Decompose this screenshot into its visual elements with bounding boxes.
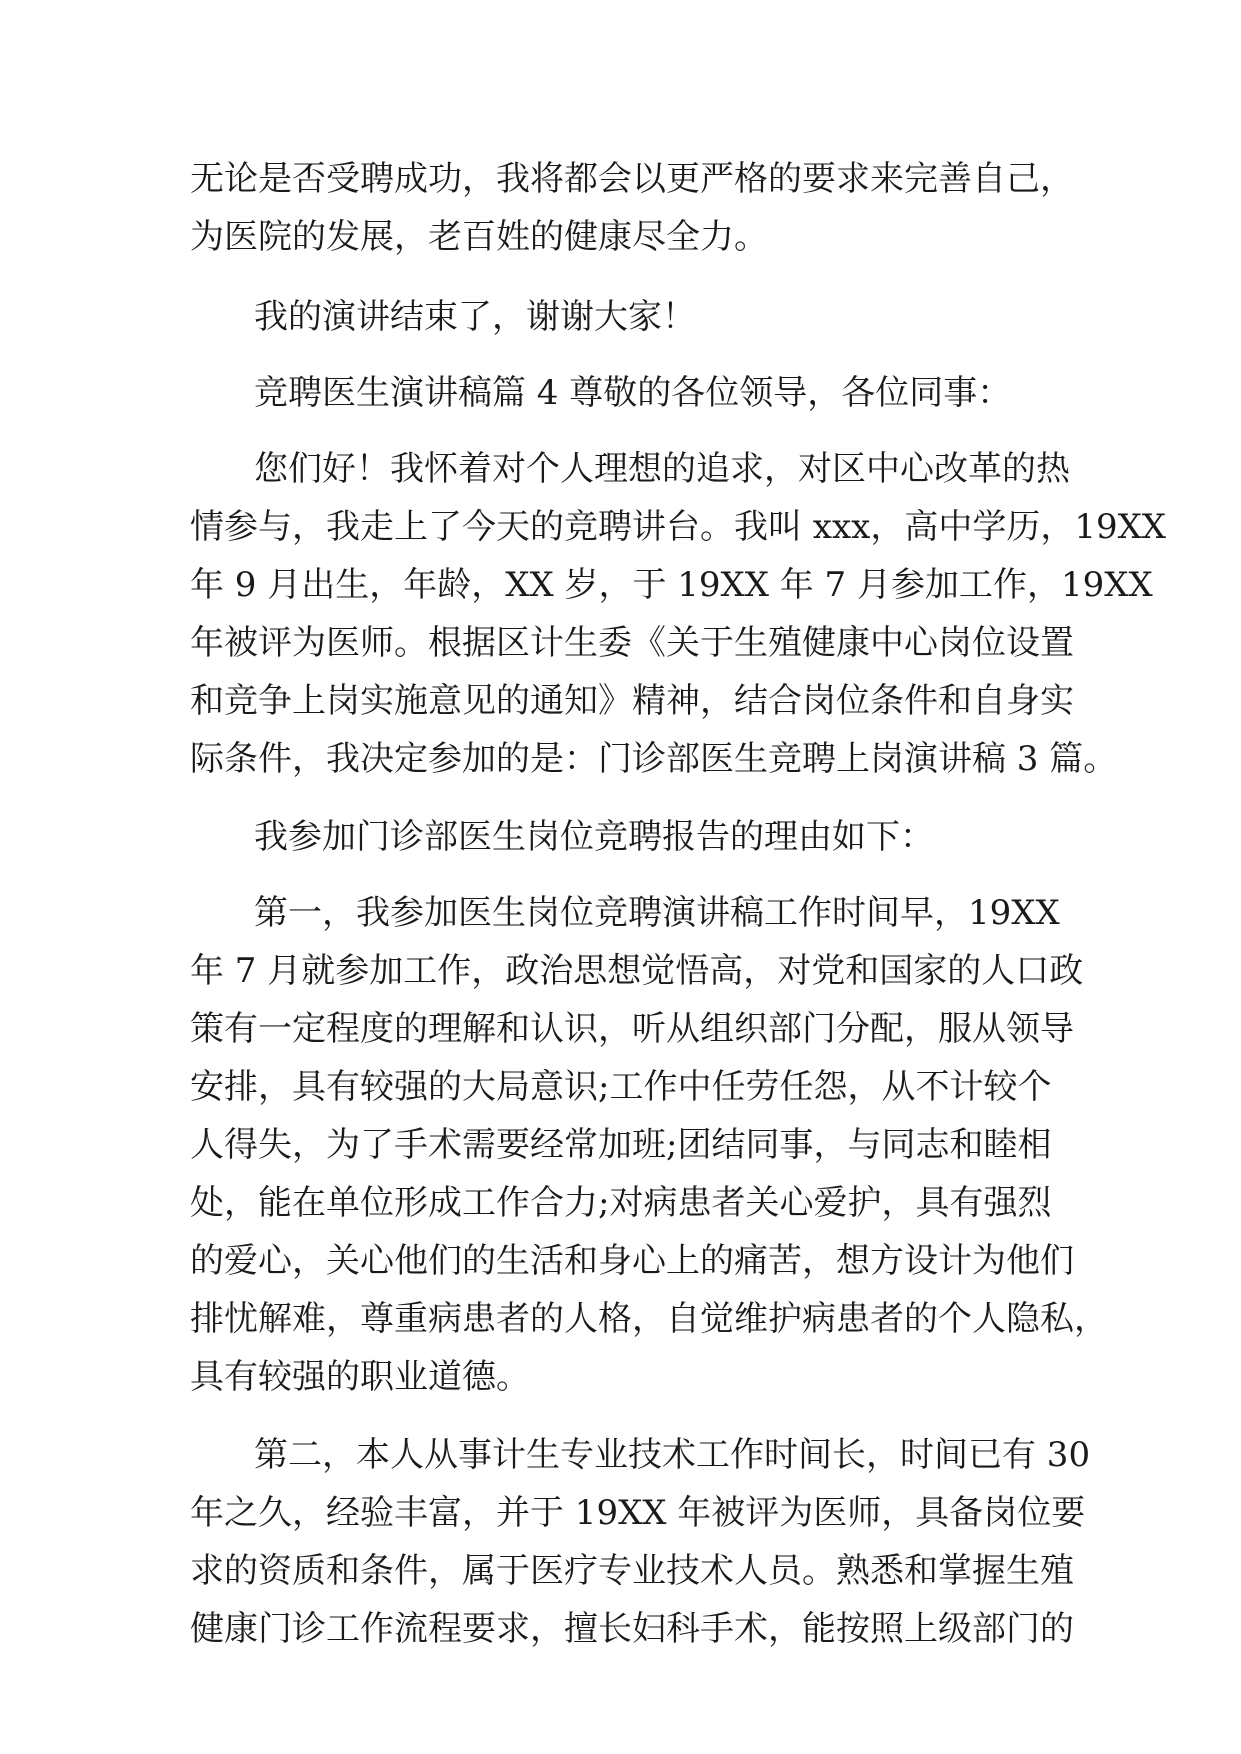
text-line: 您们好！我怀着对个人理想的追求，对区中心改革的热 — [254, 449, 1070, 489]
text-line: 健康门诊工作流程要求，擅长妇科手术，能按照上级部门的 — [190, 1609, 1074, 1649]
text-line: 排忧解难，尊重病患者的人格，自觉维护病患者的个人隐私， — [190, 1299, 1108, 1339]
text-line: 情参与，我走上了今天的竞聘讲台。我叫 xxx，高中学历，19XX — [190, 507, 1167, 547]
text-line: 竞聘医生演讲稿篇 4 尊敬的各位领导，各位同事： — [254, 373, 1012, 413]
text-line: 我的演讲结束了，谢谢大家！ — [254, 297, 696, 337]
text-line: 具有较强的职业道德。 — [190, 1357, 530, 1397]
text-line: 无论是否受聘成功，我将都会以更严格的要求来完善自己， — [190, 159, 1074, 199]
text-line: 年被评为医师。根据区计生委《关于生殖健康中心岗位设置 — [190, 623, 1074, 663]
text-line: 第二，本人从事计生专业技术工作时间长，时间已有 30 — [254, 1435, 1091, 1475]
text-line: 为医院的发展，老百姓的健康尽全力。 — [190, 217, 768, 257]
text-line: 安排，具有较强的大局意识;工作中任劳任怨，从不计较个 — [190, 1067, 1052, 1107]
text-line: 的爱心，关心他们的生活和身心上的痛苦，想方设计为他们 — [190, 1241, 1074, 1281]
text-line: 人得失，为了手术需要经常加班;团结同事，与同志和睦相 — [190, 1125, 1052, 1165]
text-line: 我参加门诊部医生岗位竞聘报告的理由如下： — [254, 817, 934, 857]
text-line: 策有一定程度的理解和认识，听从组织部门分配，服从领导 — [190, 1009, 1074, 1049]
text-line: 求的资质和条件，属于医疗专业技术人员。熟悉和掌握生殖 — [190, 1551, 1074, 1591]
text-line: 和竞争上岗实施意见的通知》精神，结合岗位条件和自身实 — [190, 681, 1074, 721]
text-line: 年之久，经验丰富，并于 19XX 年被评为医师，具备岗位要 — [190, 1493, 1086, 1533]
text-line: 年 7 月就参加工作，政治思想觉悟高，对党和国家的人口政 — [190, 951, 1084, 991]
text-line: 第一，我参加医生岗位竞聘演讲稿工作时间早，19XX — [254, 893, 1060, 933]
text-line: 际条件，我决定参加的是：门诊部医生竞聘上岗演讲稿 3 篇。 — [190, 739, 1118, 779]
text-line: 年 9 月出生，年龄，XX 岁，于 19XX 年 7 月参加工作，19XX — [190, 565, 1153, 605]
text-line: 处，能在单位形成工作合力;对病患者关心爱护，具有强烈 — [190, 1183, 1052, 1223]
